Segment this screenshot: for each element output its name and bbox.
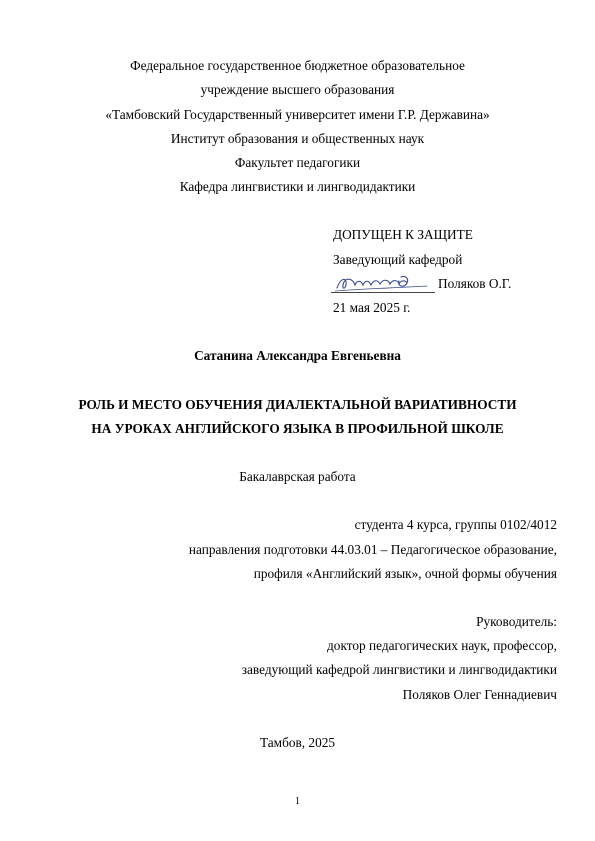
thesis-title-line-2: НА УРОКАХ АНГЛИЙСКОГО ЯЗЫКА В ПРОФИЛЬНОЙ ШКОЛЕ — [91, 421, 504, 436]
approval-date: 21 мая 2025 г. — [333, 300, 411, 315]
signature-line — [331, 292, 435, 293]
supervisor-degree: доктор педагогических наук, профессор, — [327, 638, 557, 653]
city-year: Тамбов, 2025 — [259, 735, 336, 750]
student-info-line-2: направления подготовки 44.03.01 – Педагогическое образование, — [188, 542, 557, 557]
approval-title: ДОПУЩЕН К ЗАЩИТЕ — [333, 227, 473, 242]
supervisor-name: Поляков Олег Геннадиевич — [402, 687, 557, 702]
header-faculty: Факультет педагогики — [234, 155, 361, 170]
approval-name: Поляков О.Г. — [438, 276, 512, 291]
header-institution-type: учреждение высшего образования — [200, 82, 395, 97]
header-federal: Федеральное государственное бюджетное образовательное — [130, 58, 465, 73]
header-institute: Институт образования и общественных наук — [170, 131, 425, 146]
author-name: Сатанина Александра Евгеньевна — [194, 348, 401, 363]
work-type: Бакалаврская работа — [239, 469, 356, 484]
approval-position: Заведующий кафедрой — [333, 252, 463, 267]
supervisor-position: заведующий кафедрой лингвистики и лингводидактики — [241, 662, 557, 677]
header-department: Кафедра лингвистики и лингводидактики — [179, 179, 416, 194]
supervisor-label: Руководитель: — [476, 614, 557, 629]
header-university: «Тамбовский Государственный университет имени Г.Р. Державина» — [105, 107, 490, 122]
thesis-title-line-1: РОЛЬ И МЕСТО ОБУЧЕНИЯ ДИАЛЕКТАЛЬНОЙ ВАРИАТИВНОСТИ — [78, 397, 517, 412]
page-number: 1 — [295, 796, 300, 807]
student-info-line-1: студента 4 курса, группы 0102/4012 — [354, 517, 557, 532]
student-info-line-3: профиля «Английский язык», очной формы обучения — [253, 566, 557, 581]
